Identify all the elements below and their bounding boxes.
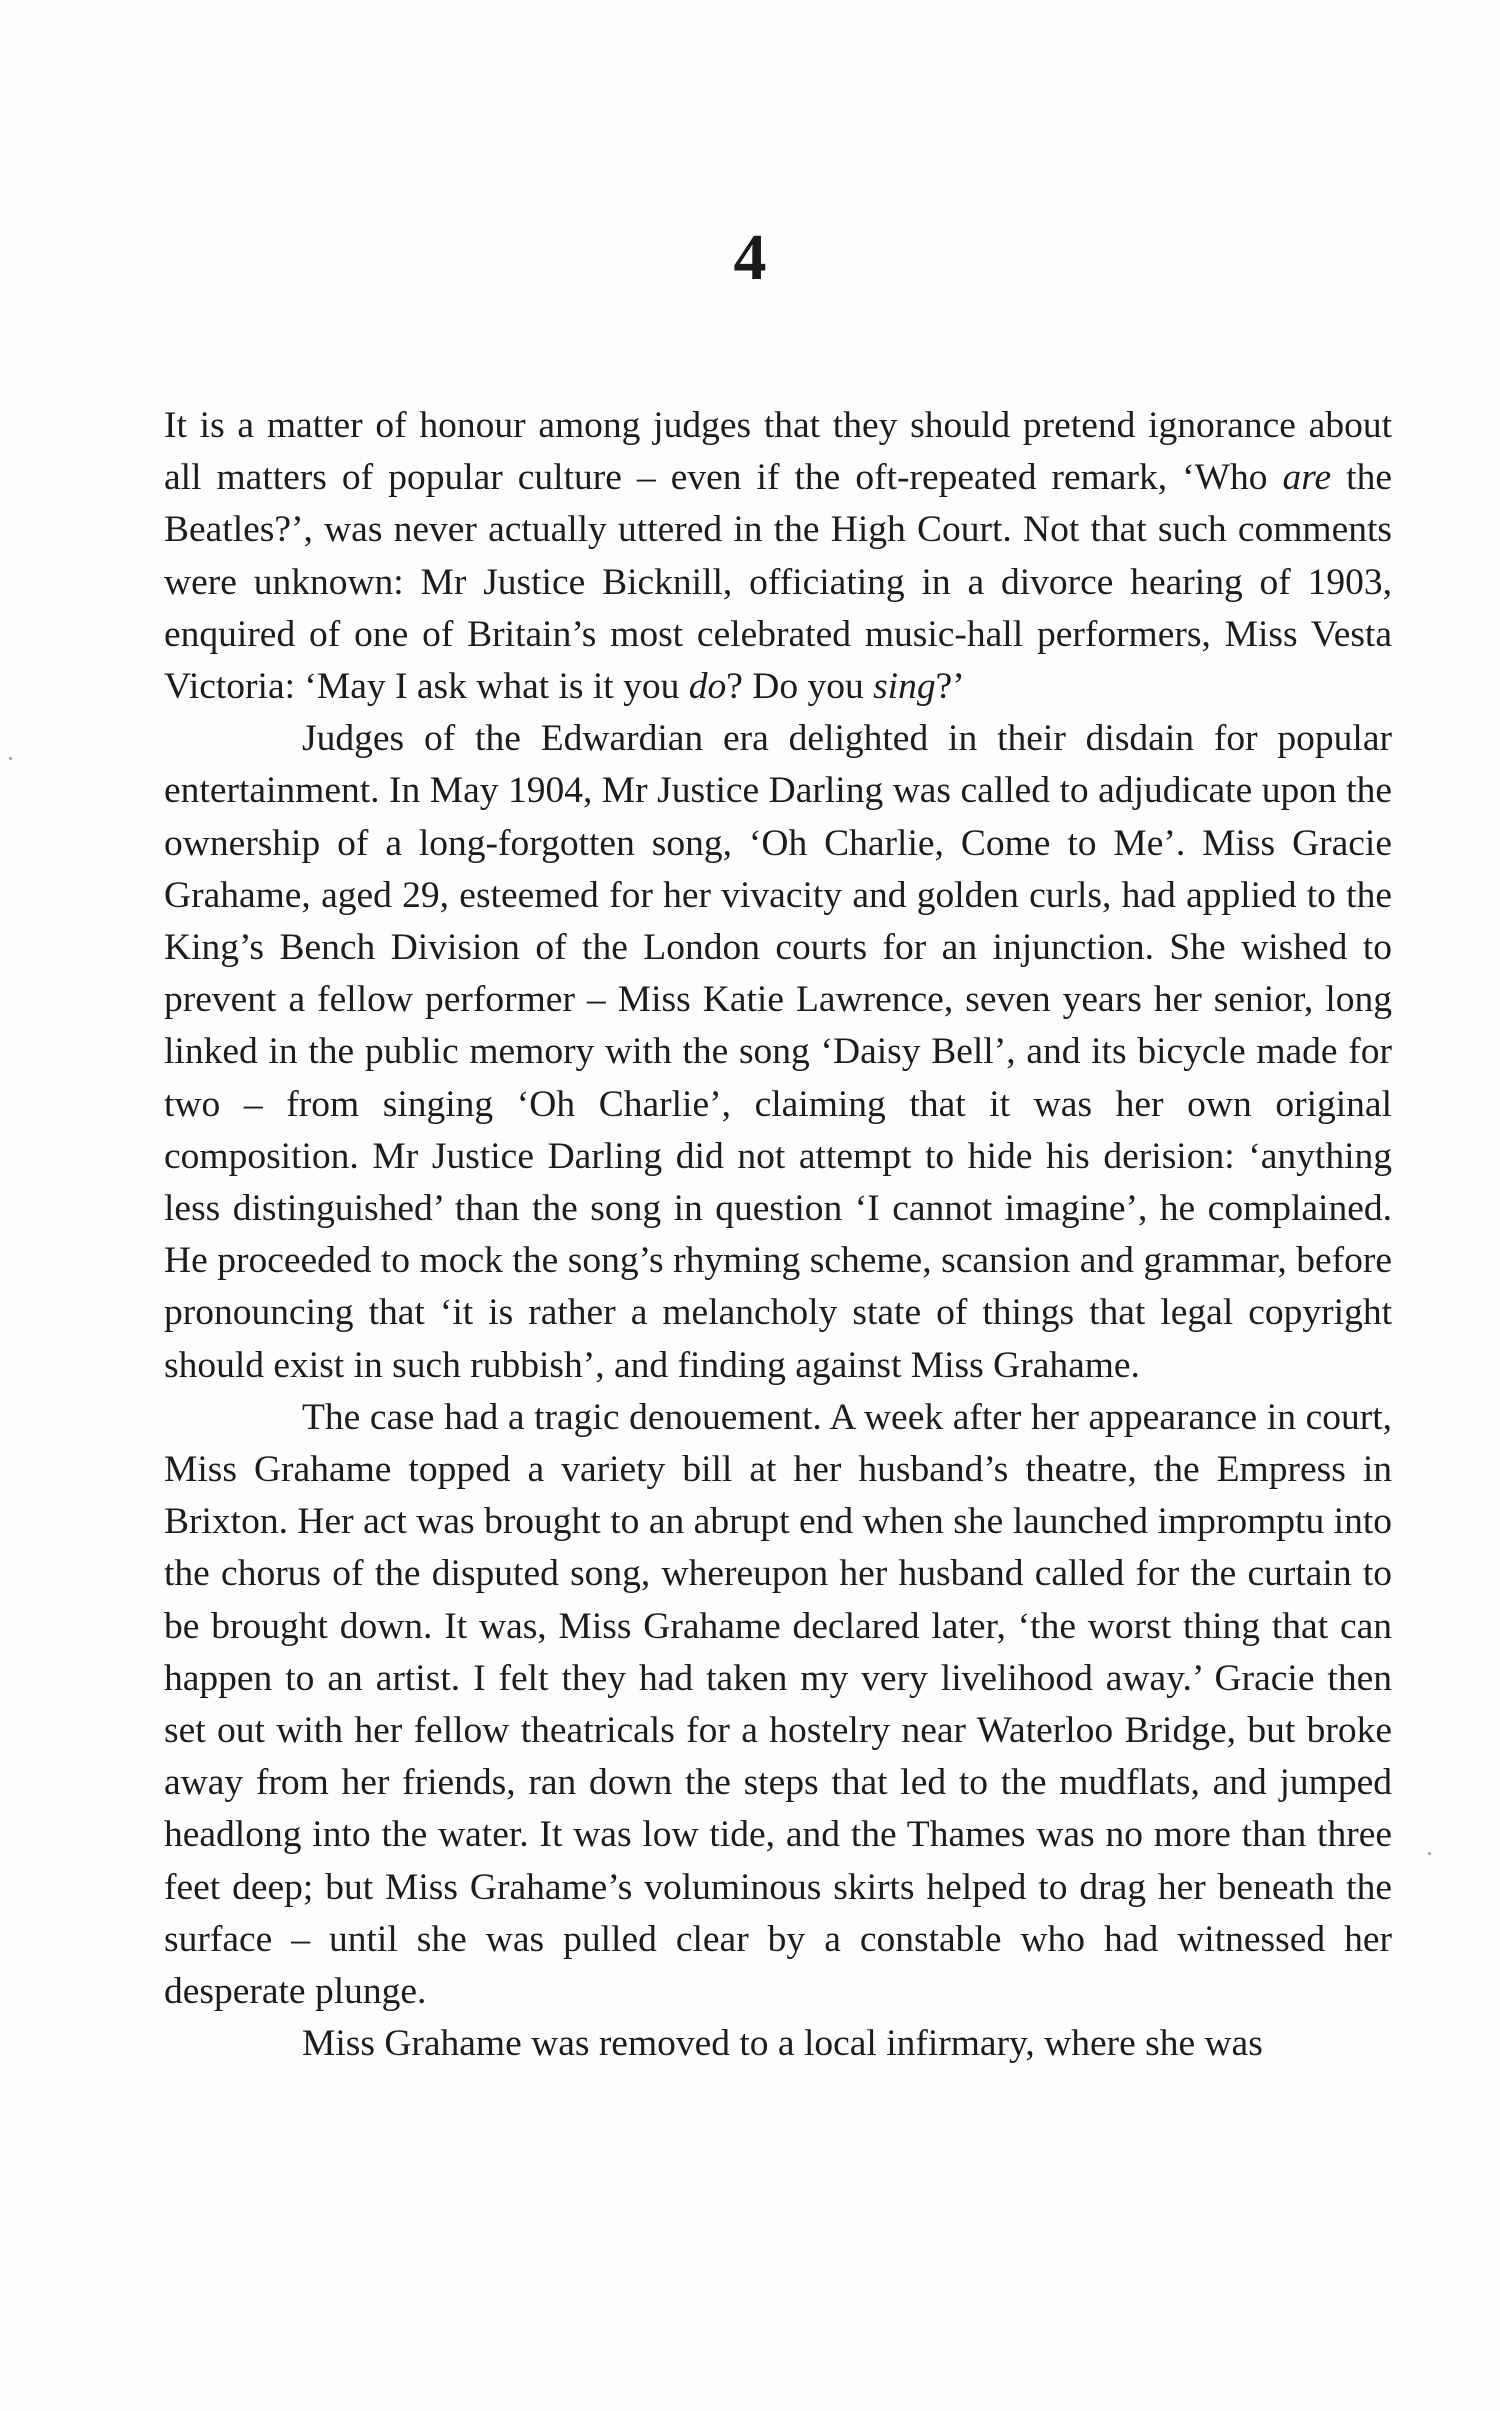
paragraph-1 xyxy=(164,400,1392,713)
italic-are: are xyxy=(1282,457,1332,499)
paragraph-4: Miss Grahame was removed to a local infirmary, where she was xyxy=(302,2023,1263,2065)
paragraph-3: The case had a tragic denouement. A week after her appearance in court, Miss Grahame topped a variety bill at her husband’s theatre, the Empress in Brixton. Her act was brought to an abrupt end when she launched impromptu into the chorus of the disputed song, whereupon her husband called for the curtain to be brought down. It was, Miss Grahame declared later, ‘the worst thing that can happen to an artist. I felt they had taken my very livelihood away.’ Gracie then set out with her fellow theatricals for a hostelry near Waterloo Bridge, but broke away from her friends, ran down the steps that led to the mudflats, and jumped headlong into the water. It was low tide, and the Thames was no more than three feet deep; but Miss Grahame’s voluminous skirts helped to drag her beneath the surface – until she was pulled clear by a constable who had witnessed her desperate plunge. xyxy=(164,1396,1392,2013)
italic-do: do xyxy=(688,666,727,708)
scan-speck xyxy=(9,757,12,760)
scan-speck xyxy=(1428,1852,1431,1855)
paragraph-1-text-g: ?’ xyxy=(935,666,965,708)
paragraph-2: Judges of the Edwardian era delighted in their disdain for popular entertainment. In May 1904, Mr Justice Darling was called to adjudicate upon the ownership of a long-forgotten song, ‘Oh Charlie, Come to Me’. Miss Gracie Grahame, aged 29, esteemed for her vivacity and golden curls, had applied to the King’s Bench Division of the London courts for an injunction. She wished to prevent a fellow performer – Miss Katie Lawrence, seven years her senior, long linked in the public memory with the song ‘Daisy Bell’, and its bicycle made for two – from singing ‘Oh Charlie’, claiming that it was her own original composition. Mr Justice Darling did not attempt to hide his derision: ‘anything less distinguished’ than the song in question ‘I cannot imagine’, he complained. He proceeded to mock the song’s rhyming scheme, scansion and grammar, before pronouncing that ‘it is rather a melancholy state of things that legal copyright should exist in such rubbish’, and finding against Miss Grahame. xyxy=(164,718,1392,1386)
paragraph-1-text-e: ? Do you xyxy=(726,666,874,708)
italic-sing: sing xyxy=(873,666,936,708)
chapter-number: 4 xyxy=(733,221,767,294)
body-text xyxy=(164,400,1392,2071)
paragraph-1-text-c: the Beatles?’, was never actually uttered in the High Court. Not that such comments were unknown: Mr Justice Bicknill, officiating in a divorce hearing of 1903, enquired of one of Britain’s most celebrated music-hall performers, Miss Vesta Victoria: ‘May I ask what is it you xyxy=(164,457,1392,708)
paragraph-1-text-a: It is a matter of honour among judges that they should pretend ignorance about all matters of popular culture – even if the oft-repeated remark, ‘Who xyxy=(164,405,1392,499)
